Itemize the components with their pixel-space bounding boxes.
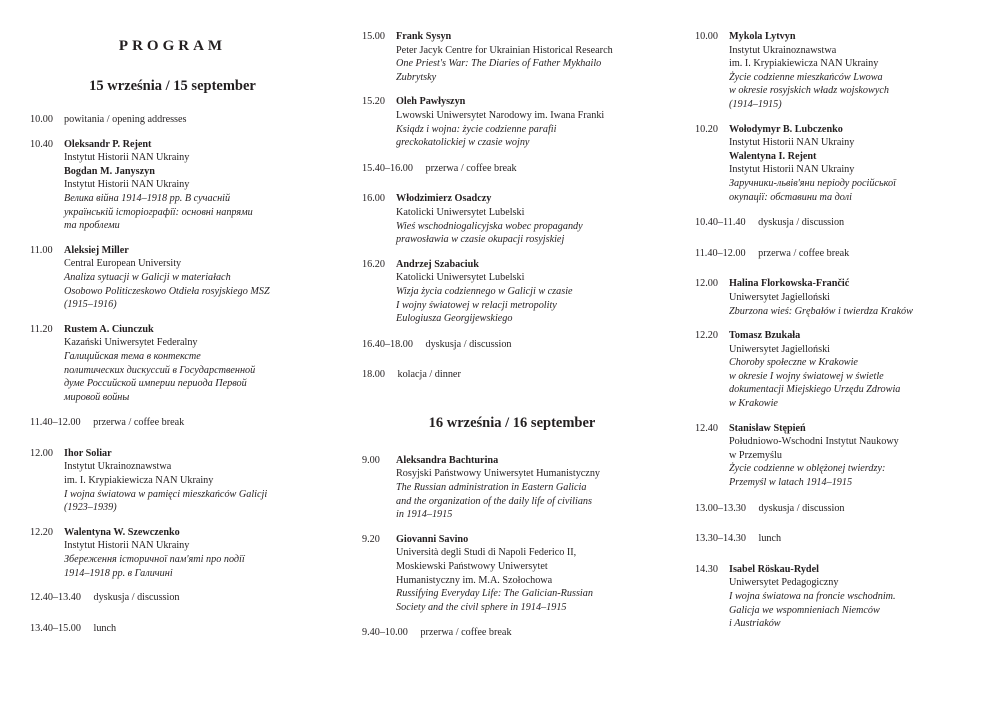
talk-title-line: Велика війна 1914–1918 рр. В сучасній [64, 192, 231, 204]
talk-title-line: I wojny światowej w relacji metropolity [396, 299, 557, 311]
session-time: 10.00 [695, 31, 718, 42]
session-1020 [695, 123, 970, 205]
discussion-1240 [30, 591, 315, 605]
talk-title-line: українській історіографії: основні напрями [64, 206, 253, 218]
speaker-institution: w Przemyślu [729, 449, 782, 461]
session-1220b [695, 329, 970, 411]
talk-title-line: i Austriaków [729, 618, 781, 630]
day-1-heading: 15 września / 15 september [89, 78, 256, 94]
program-heading: PROGRAM [118, 38, 227, 54]
session-1100 [30, 244, 315, 312]
session-time: 11.20 [30, 323, 53, 335]
speaker-institution: Rosyjski Państwowy Uniwersytet Humanistyczny [396, 468, 601, 480]
speaker-institution: Uniwersytet Jagielloński [729, 291, 831, 303]
talk-title-line: dokumentacji Miejskiego Urzędu Zdrowia [729, 384, 901, 396]
session-1430 [695, 563, 970, 631]
talk-title-line: окупації: обставини та долі [729, 191, 852, 203]
session-1040 [30, 138, 315, 233]
talk-title-line: Society and the civil sphere in 1914–1915 [396, 601, 567, 613]
speaker-institution: Moskiewski Państwowy Uniwersytet [396, 561, 548, 573]
speaker-name: Ihor Soliar [64, 447, 112, 459]
talk-title-line: in 1914–1915 [396, 509, 453, 521]
discussion-1640 [362, 338, 662, 352]
session-time: 10.40–11.40 [695, 217, 746, 229]
session-text: dyskusja / discussion [758, 217, 845, 229]
speaker-name: Frank Sysyn [396, 31, 452, 42]
talk-title-line: The Russian administration in Eastern Galicia [396, 482, 587, 494]
session-time: 12.40–13.40 [30, 592, 81, 604]
speaker-name: Walentyna W. Szewczenko [64, 526, 180, 538]
speaker-institution: Południowo-Wschodni Instytut Naukowy [729, 436, 899, 448]
speaker-name: Halina Florkowska-Frančić [729, 278, 850, 290]
talk-title-line: greckokatolickiej w czasie wojny [396, 137, 530, 149]
speaker-name: Oleksandr P. Rejent [64, 138, 152, 150]
session-1520 [362, 95, 662, 149]
talk-title-line: Osobowo Politiczeskowo Otdieła rosyjskiego MSZ [64, 285, 270, 297]
session-time: 15.00 [362, 31, 385, 42]
talk-title-line: политических дискуссий в Государственной [64, 364, 256, 376]
session-text: przerwa / coffee break [425, 162, 517, 174]
talk-title-line: prawosławia w czasie okupacji rosyjskiej [396, 234, 565, 246]
talk-title-line: Przemyśl w latach 1914–1915 [729, 477, 853, 489]
speaker-name: Rustem A. Ciunczuk [64, 323, 154, 335]
speaker-institution: Instytut Historii NAN Ukrainy [64, 152, 190, 164]
session-time: 10.00 [30, 114, 53, 125]
session-1240 [695, 422, 970, 490]
break-1140 [30, 416, 315, 430]
speaker-institution: Instytut Historii NAN Ukrainy [64, 179, 190, 191]
speaker-institution: Central European University [64, 258, 182, 270]
break-1140b [695, 247, 970, 261]
session-time: 18.00 [362, 369, 385, 381]
talk-title-line: (1914–1915) [729, 98, 782, 110]
speaker-name: Wołodymyr B. Lubczenko [729, 123, 843, 135]
session-1120 [30, 323, 315, 405]
session-time: 16.40–18.00 [362, 338, 413, 350]
discussion-1300 [695, 502, 970, 516]
session-text: przerwa / coffee break [420, 627, 512, 639]
speaker-institution: Humanistyczny im. M.A. Szołochowa [396, 574, 553, 586]
speaker-institution: Katolicki Uniwersytet Lubelski [396, 206, 525, 218]
session-time: 12.20 [30, 526, 53, 538]
speaker-institution: Instytut Ukrainoznawstwa [64, 461, 172, 473]
session-time: 15.20 [362, 96, 385, 108]
speaker-institution: Instytut Historii NAN Ukrainy [64, 540, 190, 552]
talk-title-line: Russifying Everyday Life: The Galician-Russian [396, 588, 593, 600]
break-0940 [362, 626, 662, 640]
discussion-1040 [695, 216, 970, 230]
session-time: 9.40–10.00 [362, 627, 408, 639]
session-text: lunch [93, 622, 117, 634]
speaker-institution: Lwowski Uniwersytet Narodowy im. Iwana Franki [396, 109, 605, 121]
speaker-name: Stanisław Stępień [729, 422, 806, 434]
talk-title-line: and the organization of the daily life of civilians [396, 495, 592, 507]
session-time: 14.30 [695, 563, 718, 575]
talk-title-line: 1914–1918 рр. в Галичині [64, 567, 173, 579]
talk-title-line: Zburzona wieś: Grębałów i twierdza Kraków [729, 305, 913, 317]
session-0920 [362, 533, 662, 615]
talk-title-line: w okresie rosyjskich władz wojskowych [729, 85, 889, 97]
session-time: 11.40–12.00 [30, 417, 81, 429]
session-text: przerwa / coffee break [758, 247, 850, 259]
session-time: 13.00–13.30 [695, 502, 746, 514]
session-text: lunch [758, 533, 782, 545]
talk-title-line: w Krakowie [729, 398, 778, 410]
session-text: dyskusja / discussion [758, 502, 845, 514]
speaker-institution: Kazański Uniwersytet Federalny [64, 337, 198, 349]
speaker-institution: Instytut Historii NAN Ukrainy [729, 137, 855, 149]
session-text: dyskusja / discussion [93, 592, 180, 604]
session-time: 11.00 [30, 244, 53, 256]
column-2 [362, 30, 662, 657]
talk-title-line: Галицийская тема в контексте [64, 350, 201, 362]
session-time: 9.20 [362, 533, 380, 545]
speaker-name: Mykola Lytvyn [729, 31, 796, 42]
session-time: 16.00 [362, 193, 385, 205]
session-time: 10.40 [30, 138, 53, 150]
session-1600 [362, 192, 662, 246]
session-1200 [30, 447, 315, 515]
talk-title-line: I wojna światowa na froncie wschodnim. [729, 591, 896, 602]
day-2-heading: 16 września / 16 september [428, 414, 596, 431]
talk-title-line: думе Российской империи периода Первой [64, 378, 247, 390]
break-1540 [362, 162, 662, 176]
lunch-1330 [695, 532, 970, 546]
dinner-1800 [362, 368, 662, 382]
session-1000 [695, 30, 970, 112]
talk-title-line: Збереження історичної пам'яті про події [64, 554, 245, 566]
talk-title-line: мировой войны [64, 391, 130, 403]
session-time: 12.00 [695, 278, 718, 290]
speaker-name: Giovanni Savino [396, 533, 469, 545]
session-time: 12.40 [695, 422, 718, 434]
talk-title-line: I wojna światowa w pamięci mieszkańców Galicji [64, 488, 268, 500]
speaker-name: Aleksiej Miller [64, 244, 129, 256]
talk-title-line: Choroby społeczne w Krakowie [729, 357, 858, 369]
speaker-name: Tomasz Bzukała [729, 330, 801, 342]
session-text: przerwa / coffee break [93, 417, 185, 429]
talk-title-line: та проблеми [64, 220, 120, 232]
speaker-institution: im. I. Krypiakiewicza NAN Ukrainy [64, 475, 214, 487]
speaker-name: Walentyna I. Rejent [729, 150, 817, 162]
talk-title-line: Galicja we wspomnieniach Niemców [729, 604, 880, 616]
talk-title-line: Życie codzienne w oblężonej twierdzy: [729, 463, 886, 475]
session-time: 13.30–14.30 [695, 533, 746, 545]
speaker-institution: Katolicki Uniwersytet Lubelski [396, 272, 525, 284]
lunch-1340 [30, 622, 315, 636]
talk-title-line: w okresie I wojny światowej w świetle [729, 370, 884, 382]
speaker-name: Aleksandra Bachturina [396, 454, 499, 466]
speaker-name: Isabel Röskau-Rydel [729, 563, 819, 575]
session-opening [30, 113, 315, 127]
speaker-institution: Instytut Historii NAN Ukrainy [729, 164, 855, 176]
session-time: 16.20 [362, 258, 385, 270]
speaker-institution: Instytut Ukrainoznawstwa [729, 44, 837, 56]
session-text: dyskusja / discussion [425, 338, 512, 350]
talk-title-line: Wizja życia codziennego w Galicji w czasie [396, 285, 573, 297]
talk-title-line: (1923–1939) [64, 502, 117, 514]
session-text: kolacja / dinner [397, 369, 461, 381]
speaker-institution: Uniwersytet Jagielloński [729, 343, 831, 355]
speaker-institution: im. I. Krypiakiewicza NAN Ukrainy [729, 58, 879, 70]
speaker-name: Bogdan M. Janyszyn [64, 165, 155, 177]
session-time: 12.00 [30, 447, 53, 459]
speaker-name: Andrzej Szabaciuk [396, 258, 479, 270]
session-1200b [695, 277, 970, 318]
talk-title-line: Życie codzienne mieszkańców Lwowa [729, 71, 883, 83]
speaker-institution: Uniwersytet Pedagogiczny [729, 577, 839, 589]
session-time: 10.20 [695, 123, 718, 135]
talk-title-line: Заручники-львів'яни періоду російської [729, 177, 896, 189]
talk-title-line: One Priest's War: The Diaries of Father Mykhailo [396, 58, 602, 70]
speaker-name: Włodzimierz Osadczy [396, 193, 492, 205]
session-0900 [362, 454, 662, 522]
talk-title-line: Wieś wschodniogalicyjska wobec propagandy [396, 220, 583, 232]
column-1 [30, 30, 315, 652]
talk-title-line: Eulogiusza Georgijewskiego [396, 313, 513, 325]
session-time: 11.40–12.00 [695, 247, 746, 259]
session-time: 12.20 [695, 330, 718, 342]
session-time: 9.00 [362, 454, 380, 466]
speaker-institution: Peter Jacyk Centre for Ukrainian Historical Research [396, 44, 613, 56]
speaker-institution: Università degli Studi di Napoli Federico II, [396, 547, 577, 559]
session-1620 [362, 258, 662, 326]
talk-title-line: Zubrytsky [396, 71, 437, 83]
session-1220 [30, 526, 315, 580]
talk-title-line: Analiza sytuacji w Galicji w materiałach [64, 271, 231, 283]
speaker-name: Oleh Pawłyszyn [396, 96, 466, 108]
session-time: 13.40–15.00 [30, 622, 81, 634]
talk-title-line: (1915–1916) [64, 299, 117, 311]
column-3 [695, 30, 970, 642]
session-text: powitania / opening addresses [64, 114, 187, 125]
session-time: 15.40–16.00 [362, 162, 413, 174]
session-1500 [362, 30, 662, 84]
talk-title-line: Ksiądz i wojna: życie codzienne parafii [396, 123, 557, 135]
